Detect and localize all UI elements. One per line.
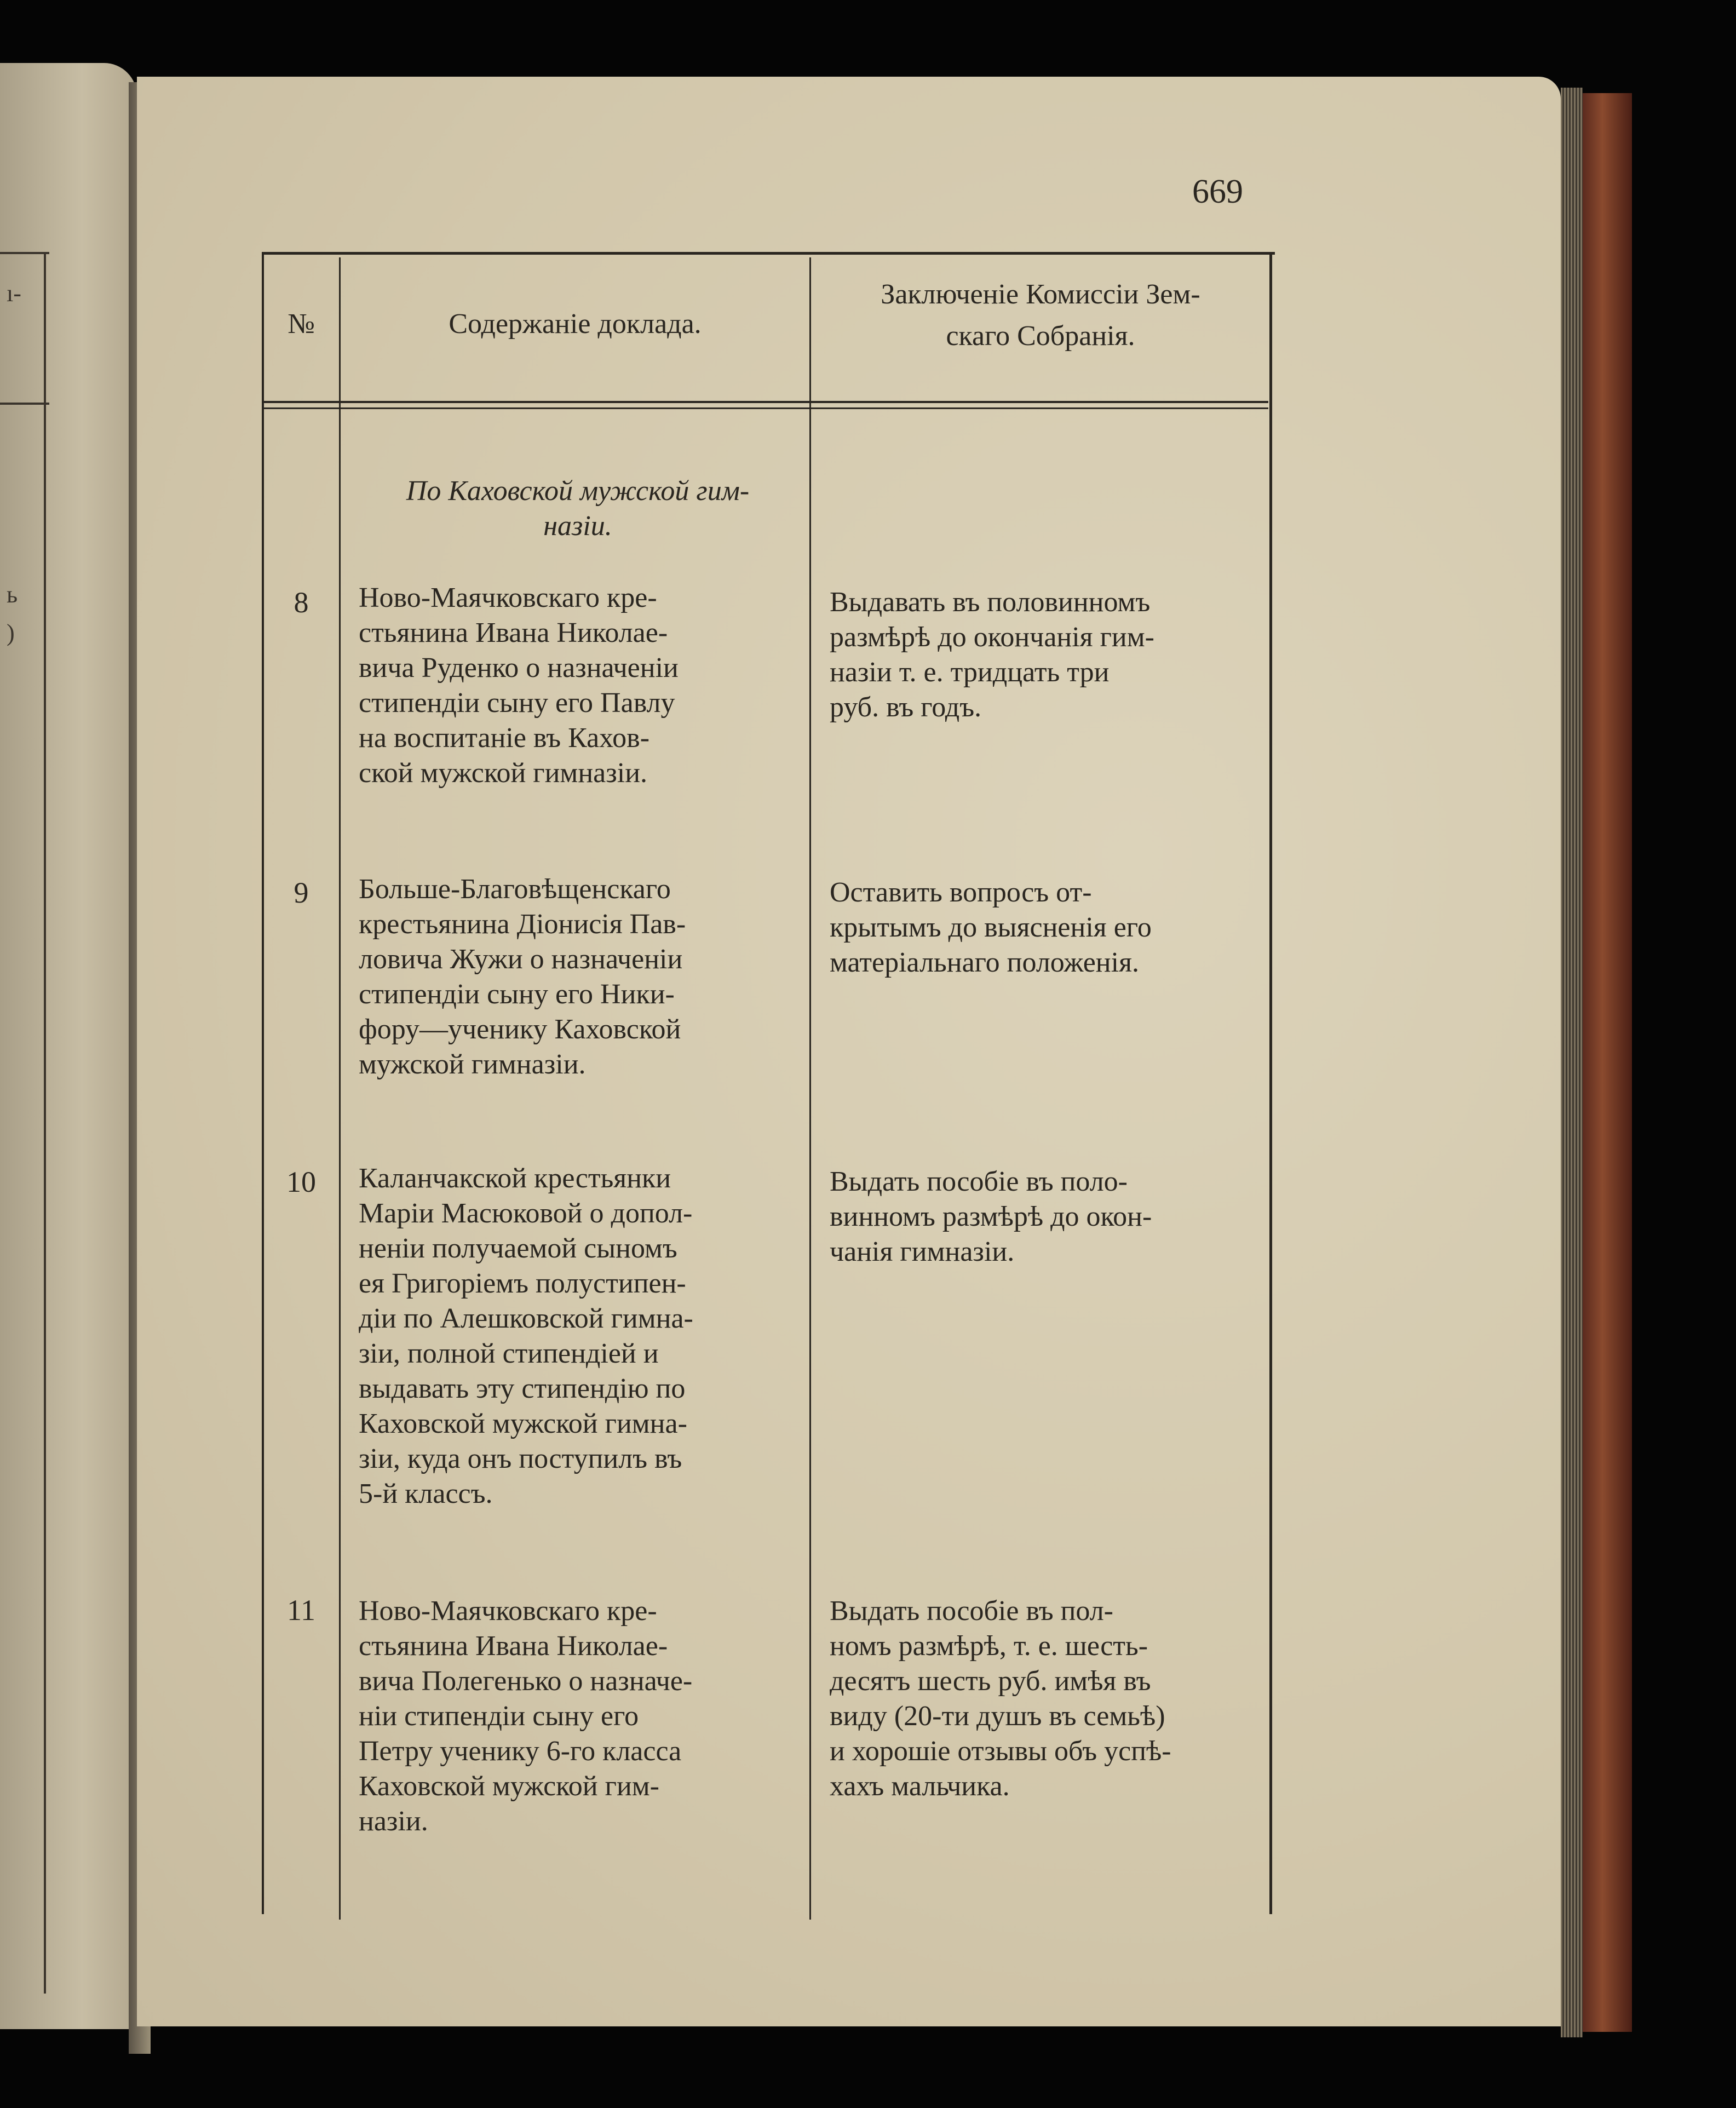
table-column-divider	[339, 257, 341, 1920]
table-right-border	[1269, 252, 1272, 1914]
row-number: 8	[294, 586, 309, 619]
row-number: 11	[287, 1594, 315, 1627]
row-number: 10	[286, 1165, 316, 1198]
table-left-border	[262, 252, 264, 1914]
row-content: Ново-Маячковскаго кре- стьянина Ивана Николае- вича Полегенько о назначе- ніи стипендіи сыну его Петру ученику 6-го класса Каховской мужской гим- назіи.	[359, 1595, 693, 1837]
header-content: Содержаніе доклада.	[449, 308, 702, 340]
table-header-rule	[262, 407, 1268, 409]
table-header-rule	[262, 401, 1268, 403]
row-conclusion: Выдать пособіе въ поло- винномъ размѣрѣ до окон- чанія гимназіи.	[830, 1166, 1152, 1267]
row-conclusion: Выдать пособіе въ пол- номъ размѣрѣ, т. е. шесть- десятъ шесть руб. имѣя въ виду (20-ти душъ въ семьѣ) и хорошіе отзывы объ успѣ- хахъ мальчика.	[830, 1595, 1171, 1802]
header-conclusion: Заключеніе Комиссіи Зем- скаго Собранія.	[881, 279, 1200, 352]
left-page-fragment: ь	[7, 581, 18, 608]
row-content: Ново-Маячковскаго кре- стьянина Ивана Николае- вича Руденко о назначеніи стипендіи сыну его Павлу на воспитаніе въ Кахов- ской мужской гимназіи.	[359, 582, 679, 789]
row-content: Больше-Благовѣщенскаго крестьянина Діонисія Пав- ловича Жужи о назначеніи стипендіи сыну его Ники- фору—ученику Каховской мужской гимназіи.	[359, 874, 686, 1080]
table-column-divider	[809, 257, 811, 1920]
table-top-rule	[262, 252, 1275, 255]
row-conclusion: Выдавать въ половинномъ размѣрѣ до окончанія гим- назіи т. е. тридцать три руб. въ годъ.	[830, 587, 1154, 723]
row-conclusion: Оставить вопросъ от- крытымъ до выясненія его матеріальнаго положенія.	[830, 877, 1152, 978]
left-page	[0, 63, 137, 2029]
left-page-rule	[0, 252, 49, 254]
page-number: 669	[1192, 173, 1243, 210]
left-page-fragment: ı-	[7, 280, 21, 307]
row-number: 9	[294, 876, 309, 909]
page-edges	[1561, 88, 1583, 2037]
row-content: Каланчакской крестьянки Маріи Масюковой о допол- неніи получаемой сыномъ ея Григоріемъ полустипен- діи по Алешковской гимна- зіи, полной стипендіей и выдавать эту стипендію по Каховской мужской гимна- зіи, куда онъ поступилъ въ 5-й классъ.	[359, 1163, 693, 1509]
left-page-vertical-rule	[44, 252, 46, 1994]
left-page-fragment: )	[7, 619, 15, 646]
book-cover-edge	[1583, 93, 1632, 2032]
section-heading: По Каховской мужской гим- назіи.	[406, 475, 750, 542]
header-number: №	[288, 308, 315, 340]
left-page-rule	[0, 403, 49, 405]
